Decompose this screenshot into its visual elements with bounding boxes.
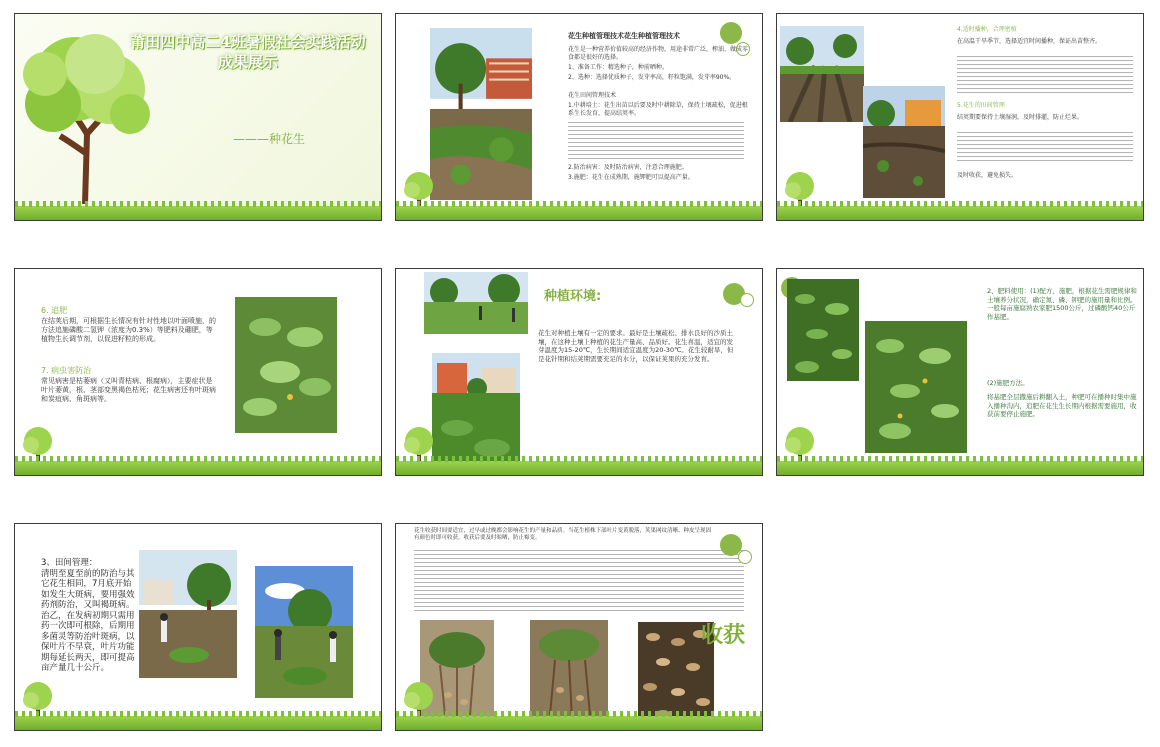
peanut-field-photo — [430, 28, 532, 200]
grass-footer — [396, 716, 762, 730]
tech-heading: 花生种植管理技术花生种植管理技术 — [568, 32, 680, 40]
slide-1-title[interactable] — [14, 13, 382, 221]
soil-para-2: 结荚期要保持土壤湿润，及时排灌，防止烂果。 — [957, 114, 1084, 121]
text-block — [957, 132, 1133, 164]
grass-footer — [396, 206, 762, 220]
grass-footer — [15, 461, 381, 475]
harvest-body: 花生收获时间要适宜，过早或过晚都会影响花生的产量和品质。当花生植株下部叶片变黄脱落，荚果网纹清晰、种皮呈现固有颜色时即可收获。收获后要及时晾晒，防止霉变。 — [414, 528, 712, 541]
slide-3-soil[interactable] — [776, 13, 1144, 221]
grass-footer — [777, 206, 1143, 220]
fert-para-3: 将基肥全层撒施后耕翻入土，种肥可在播种时集中施入播种沟内，追肥在花生生长期内根据需要施用，收获前要停止施肥。 — [987, 393, 1137, 418]
subtitle: ———种花生 — [233, 132, 306, 146]
env-heading: 种植环境: — [544, 289, 602, 304]
slide-2-tech[interactable] — [395, 13, 763, 221]
env-body: 花生对种植土壤有一定的要求。最好是土壤疏松、排水良好的沙质土壤，在这种土壤上种植的花生产量高、品质好。花生喜温，适宜的发芽温度为15-20℃，生长期间适宜温度为20-30℃。花生较耐旱，但是花针期和结荚期需要充足的水分，以保证荚果的充分发育。 — [538, 329, 734, 363]
soil-heading-5: 5.花生的田间管理 — [957, 102, 1005, 109]
soil-heading-4: 4.适时播种，合理密植 — [957, 26, 1017, 33]
garden-photo-1 — [424, 272, 528, 334]
plowed-field-photo-1 — [780, 26, 864, 122]
field-body: 3、田间管理： 清明至夏至前的防治与其它花生相同，7月底开始如发生大斑病，要用强效药剂防治，又叫褐斑病。治乙，在发病初期只需用药一次即可根除，后期用多菌灵等防治叶斑病，以保叶片不早衰，叶片功能期每延长两天，即可提高亩产量几十公斤。 — [41, 558, 135, 673]
decor-ring — [740, 293, 754, 307]
tech-para-5: 1.中耕培土：花生出苗以后要及时中耕除草，保持土壤疏松，促进根系生长发育，提高结荚率。 — [568, 102, 748, 117]
grass-footer — [396, 461, 762, 475]
grass-footer — [15, 716, 381, 730]
text-block — [957, 56, 1133, 96]
peanut-leaves-photo-1 — [787, 279, 859, 381]
pest-heading-7: 7. 病虫害防治 — [41, 366, 92, 375]
text-block — [414, 550, 744, 612]
slide-7-field[interactable] — [14, 523, 382, 731]
slide-8-harvest[interactable] — [395, 523, 763, 731]
slide-5-environment[interactable] — [395, 268, 763, 476]
tech-para-7: 3.施肥：花生在成熟期，施钾肥可以提高产量。 — [568, 174, 694, 181]
slide-4-pest[interactable] — [14, 268, 382, 476]
soil-para-1: 在高温干旱季节，选择适宜时间播种，保证出苗整齐。 — [957, 38, 1102, 45]
grass-footer — [777, 461, 1143, 475]
garden-photo-2 — [432, 353, 520, 471]
tech-para-3: 2、选种：选择优质种子，发芽率高，籽粒饱满，发芽率90%。 — [568, 74, 736, 81]
pest-heading-6: 6. 追肥 — [41, 306, 68, 315]
plowed-field-photo-2 — [863, 86, 945, 198]
decor-circle — [720, 22, 742, 44]
harvested-plants-photo-2 — [530, 620, 608, 724]
watering-photo-2 — [255, 566, 353, 698]
grass-footer — [15, 206, 381, 220]
peanut-leaves-photo-2 — [865, 321, 967, 453]
tech-para-4: 花生田间管理技术 — [568, 92, 617, 99]
watering-photo-1 — [139, 550, 237, 678]
text-block — [568, 122, 744, 162]
peanut-plant-photo — [235, 297, 337, 433]
tech-para-1: 花生是一种营养价值较高的经济作物，用途非常广泛，榨油、做成零食都是很好的选择。 — [568, 46, 749, 61]
soil-para-3: 及时收获，避免损失。 — [957, 172, 1018, 179]
tech-para-2: 1、准备工作：精选种子，种前晒种。 — [568, 64, 668, 71]
tech-para-6: 2.防治病害：及时防治病害，注意合理施肥。 — [568, 164, 688, 171]
page-title: 莆田四中高二4班暑假社会实践活动成果展示 — [130, 33, 366, 71]
fert-para-1: 2、肥料使用：(1)配方、施肥，根据花生需肥规律和土壤养分状况，确定氮、磷、钾肥的施用量和比例。一般每亩施腐熟农家肥1500公斤，过磷酸钙40公斤作基肥。 — [987, 287, 1137, 321]
slide-6-fertilizer[interactable] — [776, 268, 1144, 476]
harvest-heading: 收获 — [701, 622, 746, 648]
fert-para-2: (2)施肥方法。 — [987, 379, 1029, 387]
pest-para-7: 常见病害是枯萎病（又叫青枯病、根腐病），主要症状是叶片萎黄，根、茎部变黑褐色枯死；花生病害还有叶斑病和炭疽病、角斑病等。 — [41, 377, 216, 403]
decor-ring — [738, 550, 752, 564]
pest-para-6: 在结荚后期，可根据生长情况有针对性地以叶面喷施，的方法追施磷酸二氢钾（浓度为0.3%）等肥料及硼肥，等植物生长调节剂，以促进籽粒的形成。 — [41, 317, 216, 343]
